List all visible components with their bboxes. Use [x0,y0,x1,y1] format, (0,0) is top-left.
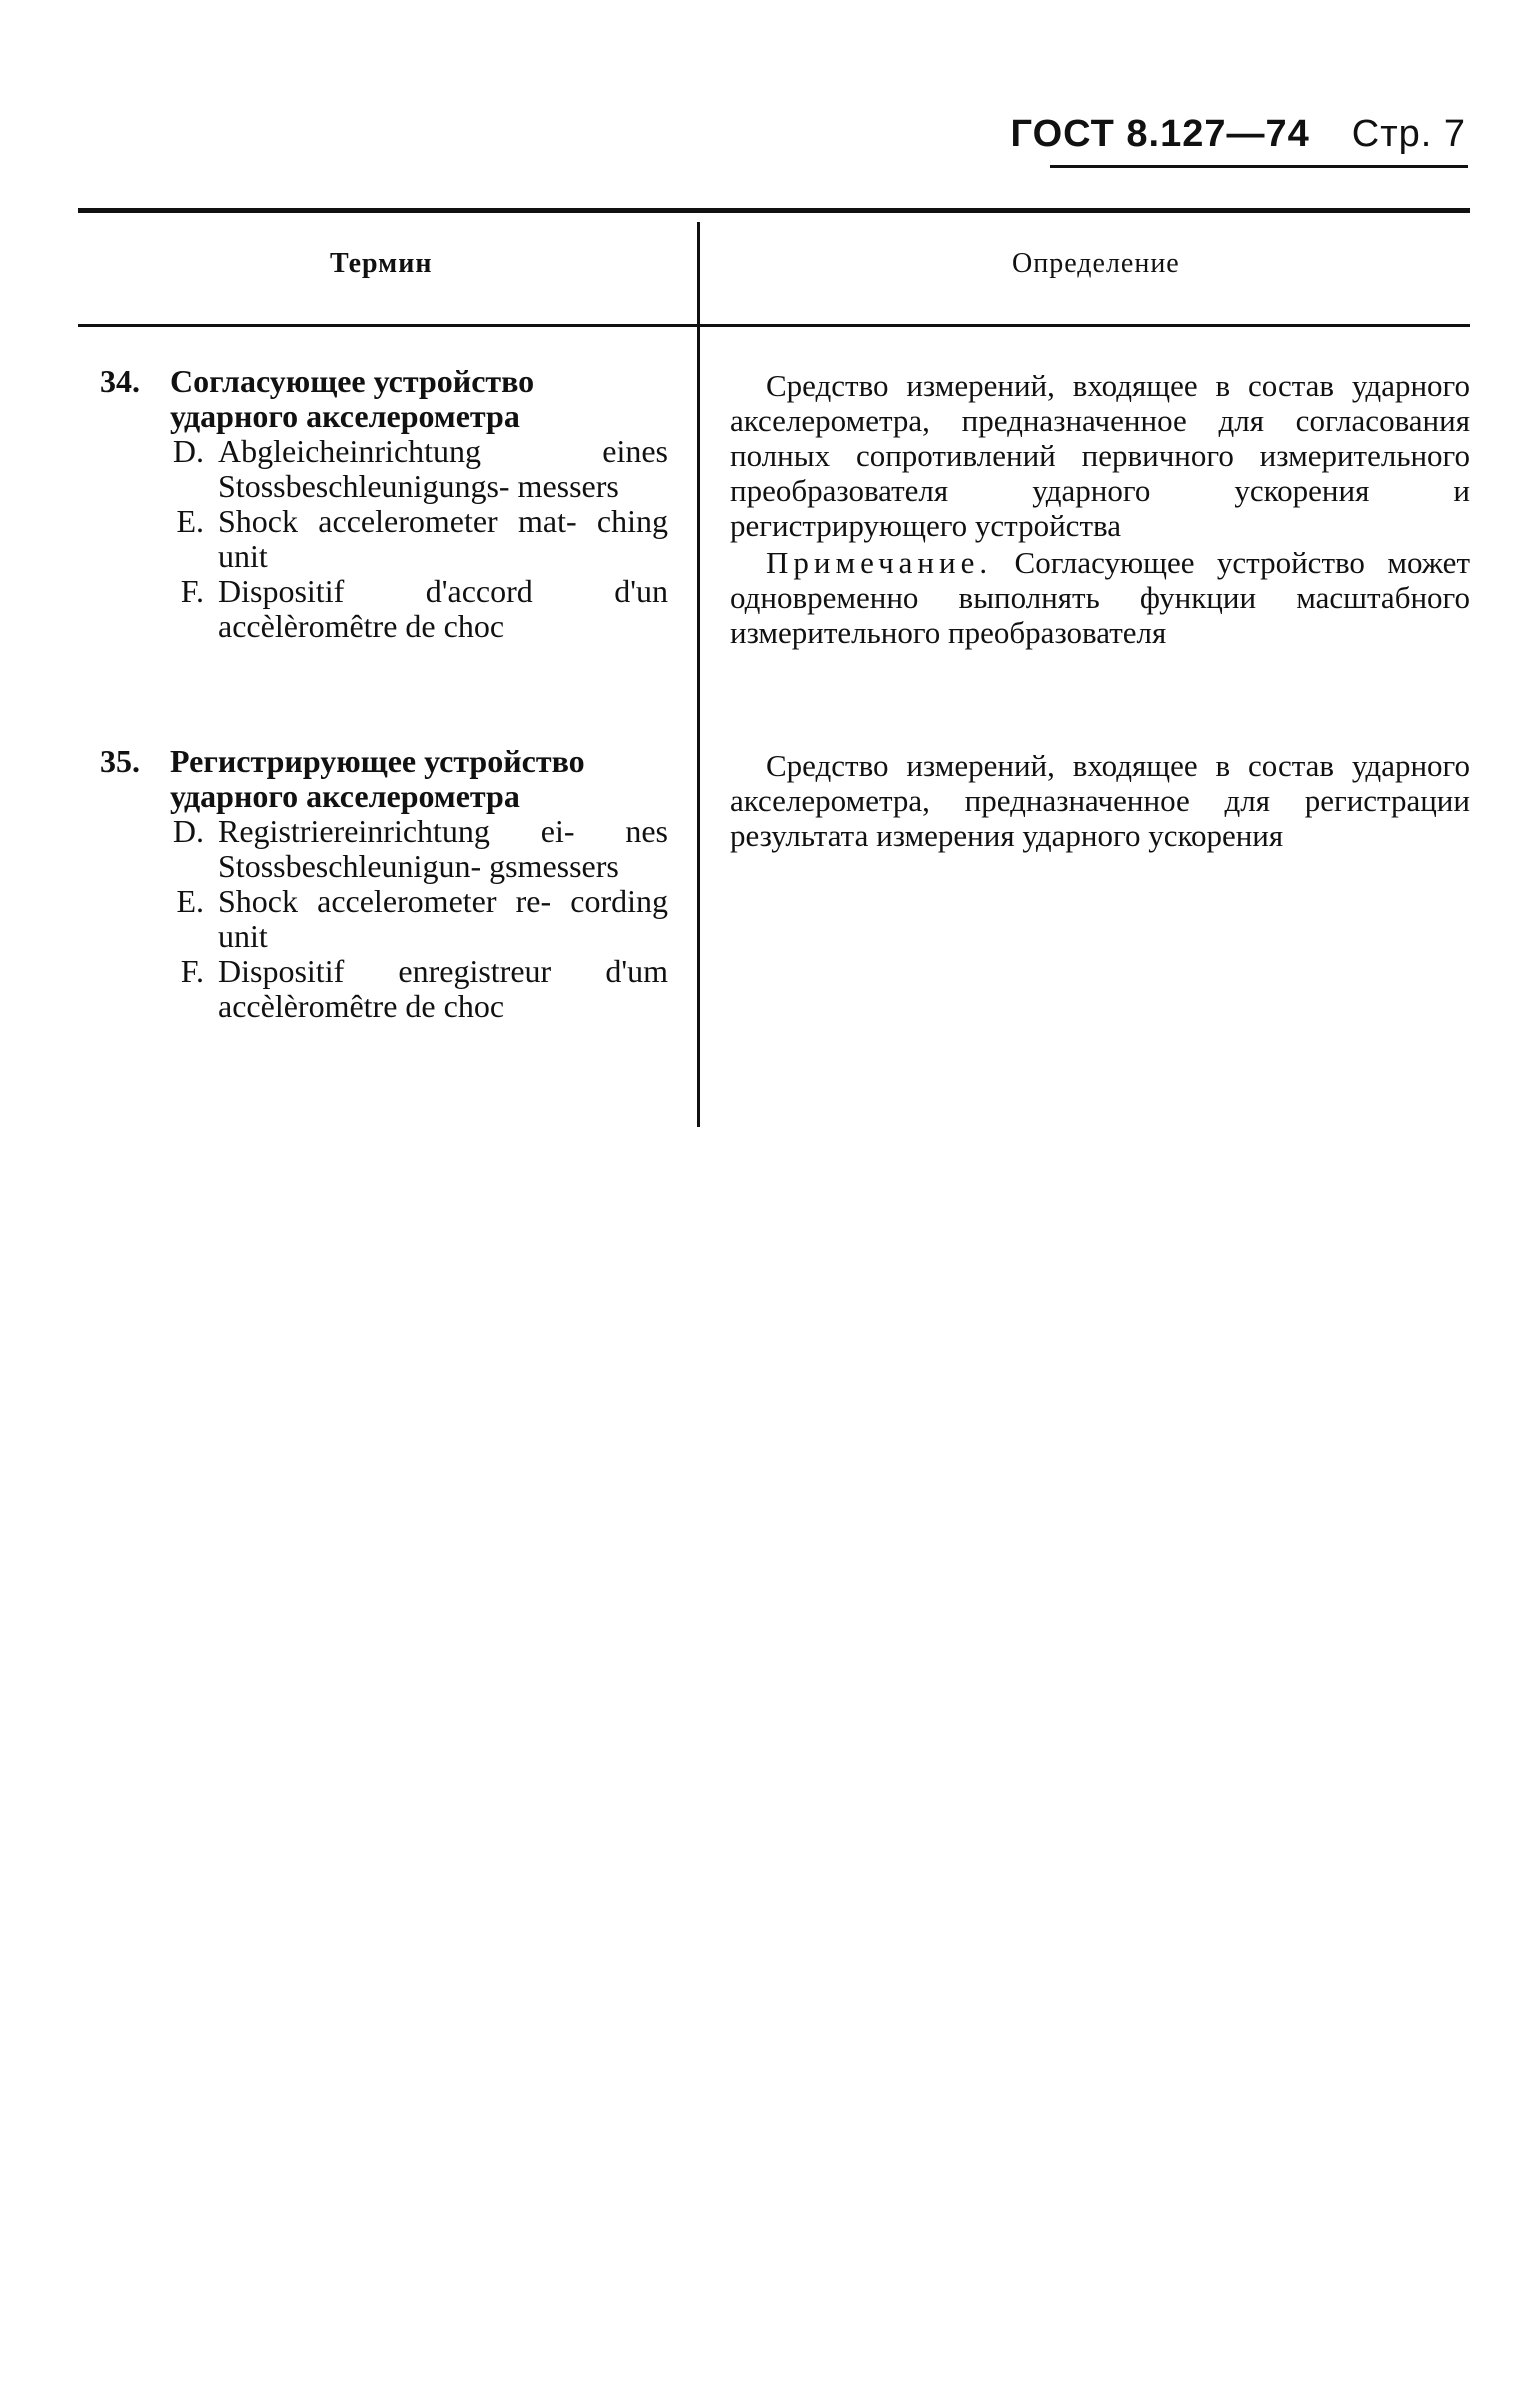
term-title-line2: ударного акселерометра [170,778,520,814]
term-translation-en: E. Shock accelerometer re- cording unit [176,883,668,954]
column-divider [697,222,700,1127]
term-translation-en: E. Shock accelerometer mat- ching unit [176,503,668,574]
page-number: Стр. 7 [1351,113,1466,155]
standard-number: ГОСТ 8.127—74 [1010,113,1310,155]
header-underline [1050,165,1468,168]
term-number: 34. [100,363,140,399]
definition-text: Средство измерений, входящее в состав ударного акселерометра, предназначенное для согласования полных сопротивлений первичного измерительного преобразователя ударного ускорения и регистрирующего устройства [730,368,1470,543]
note-label: Примечание. [766,545,993,580]
term-entry [100,744,668,1024]
definition-text: Средство измерений, входящее в состав ударного акселерометра, предназначенное для регистрации результата измерения ударного ускорения [730,748,1470,853]
page-header [1011,112,1466,156]
column-header-term: Термин [330,248,433,279]
term-entry [100,364,668,644]
note-text: Согласующее устройство может одновременно выполнять функции масштабного измерительного преобразователя [730,545,1470,650]
term-definition [730,368,1470,650]
term-number: 35. [100,743,140,779]
term-title-line1: Регистрирующее устройство [170,743,585,779]
term-title-line1: Согласующее устройство [170,363,535,399]
column-header-definition: Определение [1012,248,1180,279]
definition-note [730,545,1470,650]
table-header-rule [78,324,1470,327]
term-translation-fr: F. Dispositif d'accord d'un accèlèromêtre de choc [180,573,668,644]
term-title-line2: ударного акселерометра [170,398,520,434]
term-title [100,364,668,399]
term-definition [730,748,1470,853]
term-translation-fr: F. Dispositif enregistreur d'um accèlèromêtre de choc [180,953,668,1024]
table-top-rule [78,208,1470,213]
term-translation-de: D. Registriereinrichtung ei- nes Stossbeschleunigun- gsmessers [172,813,668,884]
term-title [100,744,668,779]
term-translation-de: D. Abgleicheinrichtung eines Stossbeschleunigungs- messers [172,433,668,504]
